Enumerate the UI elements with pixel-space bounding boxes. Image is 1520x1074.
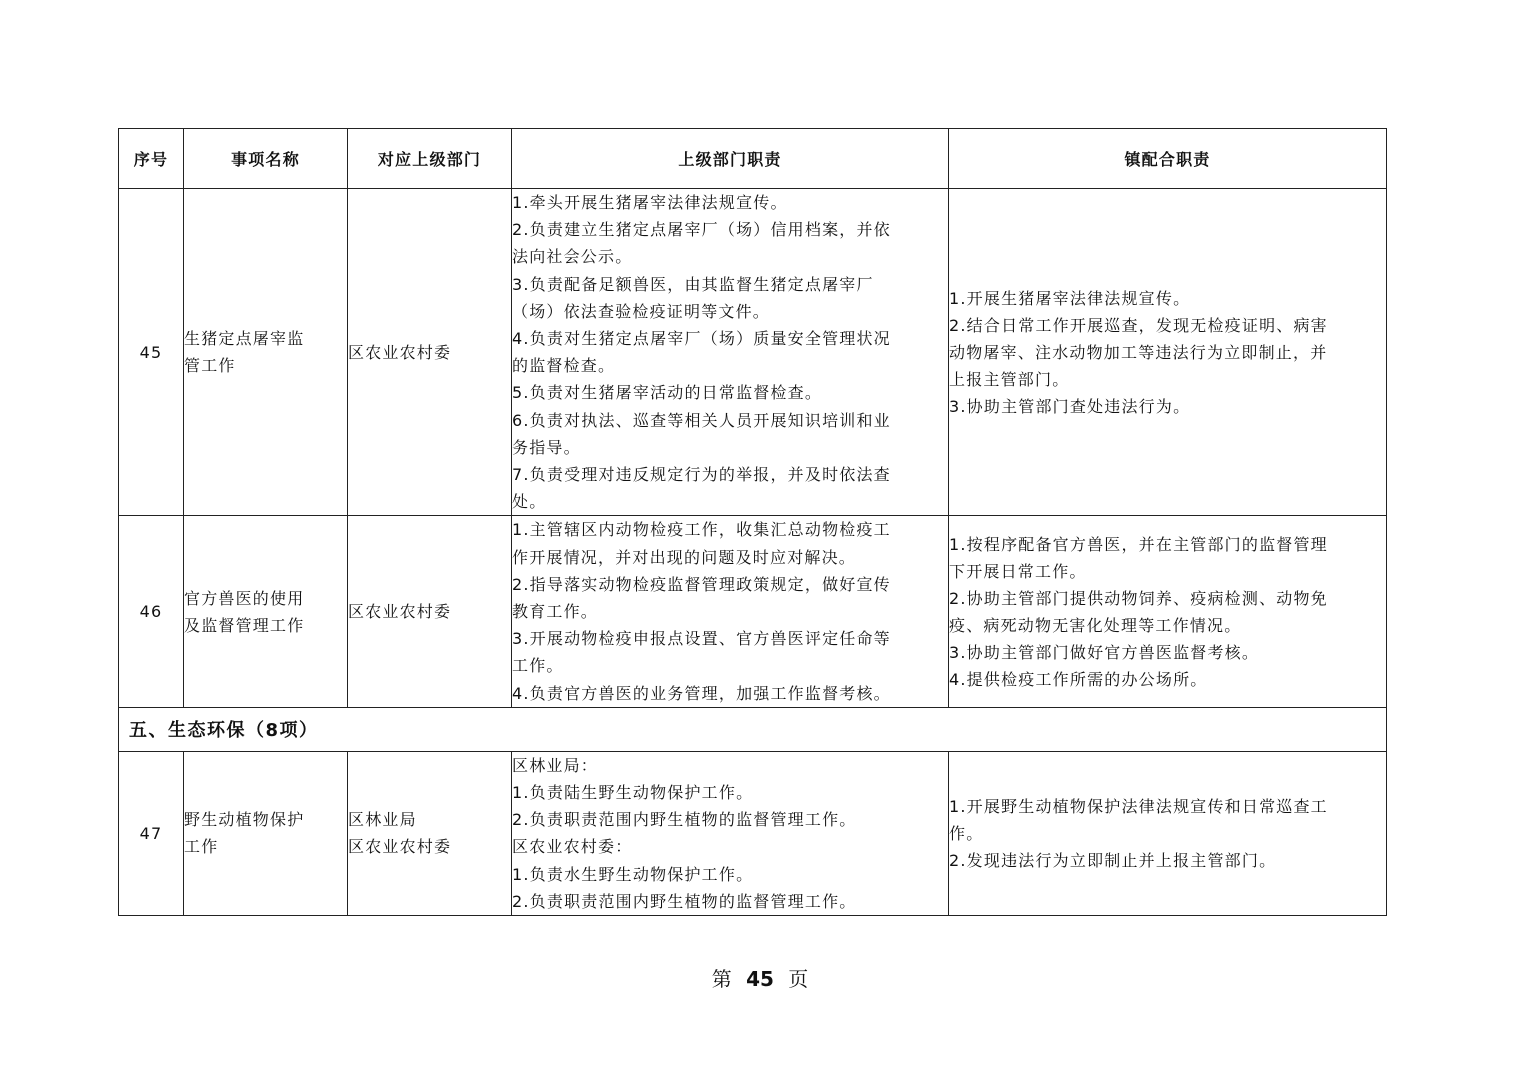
text-line: 下开展日常工作。	[949, 561, 1087, 581]
text-line: 野生动植物保护	[184, 810, 305, 830]
text-line: 区林业局	[348, 810, 417, 830]
table-row	[119, 189, 1387, 516]
text-line: 及监督管理工作	[184, 615, 305, 635]
text-line: 1.主管辖区内动物检疫工作，收集汇总动物检疫工	[512, 520, 891, 540]
text-line: 疫、病死动物无害化处理等工作情况。	[949, 615, 1242, 635]
table-row	[119, 751, 1387, 915]
text-line: 4.负责官方兽医的业务管理，加强工作监督考核。	[512, 683, 891, 703]
table-row	[119, 516, 1387, 707]
text-line: 区农业农村委	[348, 602, 452, 622]
text-line: 2.指导落实动物检疫监督管理政策规定，做好宣传	[512, 574, 891, 594]
text-line: 工作。	[512, 656, 564, 676]
text-line: 1.负责水生野生动物保护工作。	[512, 864, 754, 884]
row-dept	[348, 751, 512, 915]
text-line: 3.开展动物检疫申报点设置、官方兽医评定任命等	[512, 629, 891, 649]
text-line: 生猪定点屠宰监	[184, 329, 305, 349]
page-prefix: 第	[711, 967, 732, 991]
text-line: 3.负责配备足额兽医，由其监督生猪定点屠宰厂	[512, 274, 874, 294]
row-no: 47	[119, 751, 184, 915]
text-line: 4.负责对生猪定点屠宰厂（场）质量安全管理状况	[512, 329, 891, 349]
page-number: 45	[746, 967, 774, 991]
text-line: 2.发现违法行为立即制止并上报主管部门。	[949, 850, 1277, 870]
text-line: 1.开展野生动植物保护法律法规宣传和日常巡查工	[949, 796, 1328, 816]
text-line: 2.结合日常工作开展巡查，发现无检疫证明、病害	[949, 315, 1328, 335]
text-line: 1.负责陆生野生动物保护工作。	[512, 783, 754, 803]
table-header-row	[119, 129, 1387, 189]
row-town-duty	[949, 751, 1387, 915]
text-line: 3.协助主管部门做好官方兽医监督考核。	[949, 642, 1260, 662]
text-line: 2.协助主管部门提供动物饲养、疫病检测、动物免	[949, 588, 1328, 608]
header-item-name: 事项名称	[184, 129, 348, 189]
row-item-name	[184, 516, 348, 707]
row-superior-duty	[512, 516, 949, 707]
text-line: 2.负责职责范围内野生植物的监督管理工作。	[512, 810, 857, 830]
header-no: 序号	[119, 129, 184, 189]
duty-table	[118, 128, 1387, 916]
text-line: 作。	[949, 823, 984, 843]
text-line: 管工作	[184, 356, 236, 376]
text-line: 教育工作。	[512, 602, 599, 622]
row-dept	[348, 189, 512, 516]
text-line: 2.负责职责范围内野生植物的监督管理工作。	[512, 891, 857, 911]
section-title: 五、生态环保（8项）	[119, 707, 1387, 751]
row-town-duty	[949, 189, 1387, 516]
text-line: 务指导。	[512, 437, 581, 457]
row-superior-duty	[512, 751, 949, 915]
header-town-duty: 镇配合职责	[949, 129, 1387, 189]
text-line: 1.开展生猪屠宰法律法规宣传。	[949, 288, 1191, 308]
text-line: 的监督检查。	[512, 356, 616, 376]
text-line: 区农业农村委	[348, 837, 452, 857]
text-line: 区林业局：	[512, 755, 599, 775]
row-item-name	[184, 751, 348, 915]
row-town-duty	[949, 516, 1387, 707]
text-line: 1.按程序配备官方兽医，并在主管部门的监督管理	[949, 534, 1328, 554]
page-suffix: 页	[788, 967, 809, 991]
header-superior-duty: 上级部门职责	[512, 129, 949, 189]
text-line: 作开展情况，并对出现的问题及时应对解决。	[512, 547, 857, 567]
page-footer	[0, 963, 1520, 992]
text-line: 工作	[184, 837, 219, 857]
text-line: 法向社会公示。	[512, 247, 633, 267]
row-item-name	[184, 189, 348, 516]
text-line: 7.负责受理对违反规定行为的举报，并及时依法查	[512, 465, 891, 485]
row-superior-duty	[512, 189, 949, 516]
text-line: （场）依法查验检疫证明等文件。	[512, 301, 771, 321]
text-line: 动物屠宰、注水动物加工等违法行为立即制止，并	[949, 342, 1328, 362]
text-line: 4.提供检疫工作所需的办公场所。	[949, 669, 1208, 689]
text-line: 区农业农村委	[348, 342, 452, 362]
row-no: 45	[119, 189, 184, 516]
text-line: 3.协助主管部门查处违法行为。	[949, 396, 1191, 416]
text-line: 6.负责对执法、巡查等相关人员开展知识培训和业	[512, 410, 891, 430]
row-no: 46	[119, 516, 184, 707]
text-line: 处。	[512, 492, 547, 512]
row-dept	[348, 516, 512, 707]
section-row	[119, 707, 1387, 751]
text-line: 2.负责建立生猪定点屠宰厂（场）信用档案，并依	[512, 220, 891, 240]
text-line: 官方兽医的使用	[184, 588, 305, 608]
header-superior-dept: 对应上级部门	[348, 129, 512, 189]
text-line: 1.牵头开展生猪屠宰法律法规宣传。	[512, 193, 788, 212]
text-line: 5.负责对生猪屠宰活动的日常监督检查。	[512, 383, 823, 403]
text-line: 上报主管部门。	[949, 369, 1070, 389]
text-line: 区农业农村委：	[512, 837, 633, 857]
